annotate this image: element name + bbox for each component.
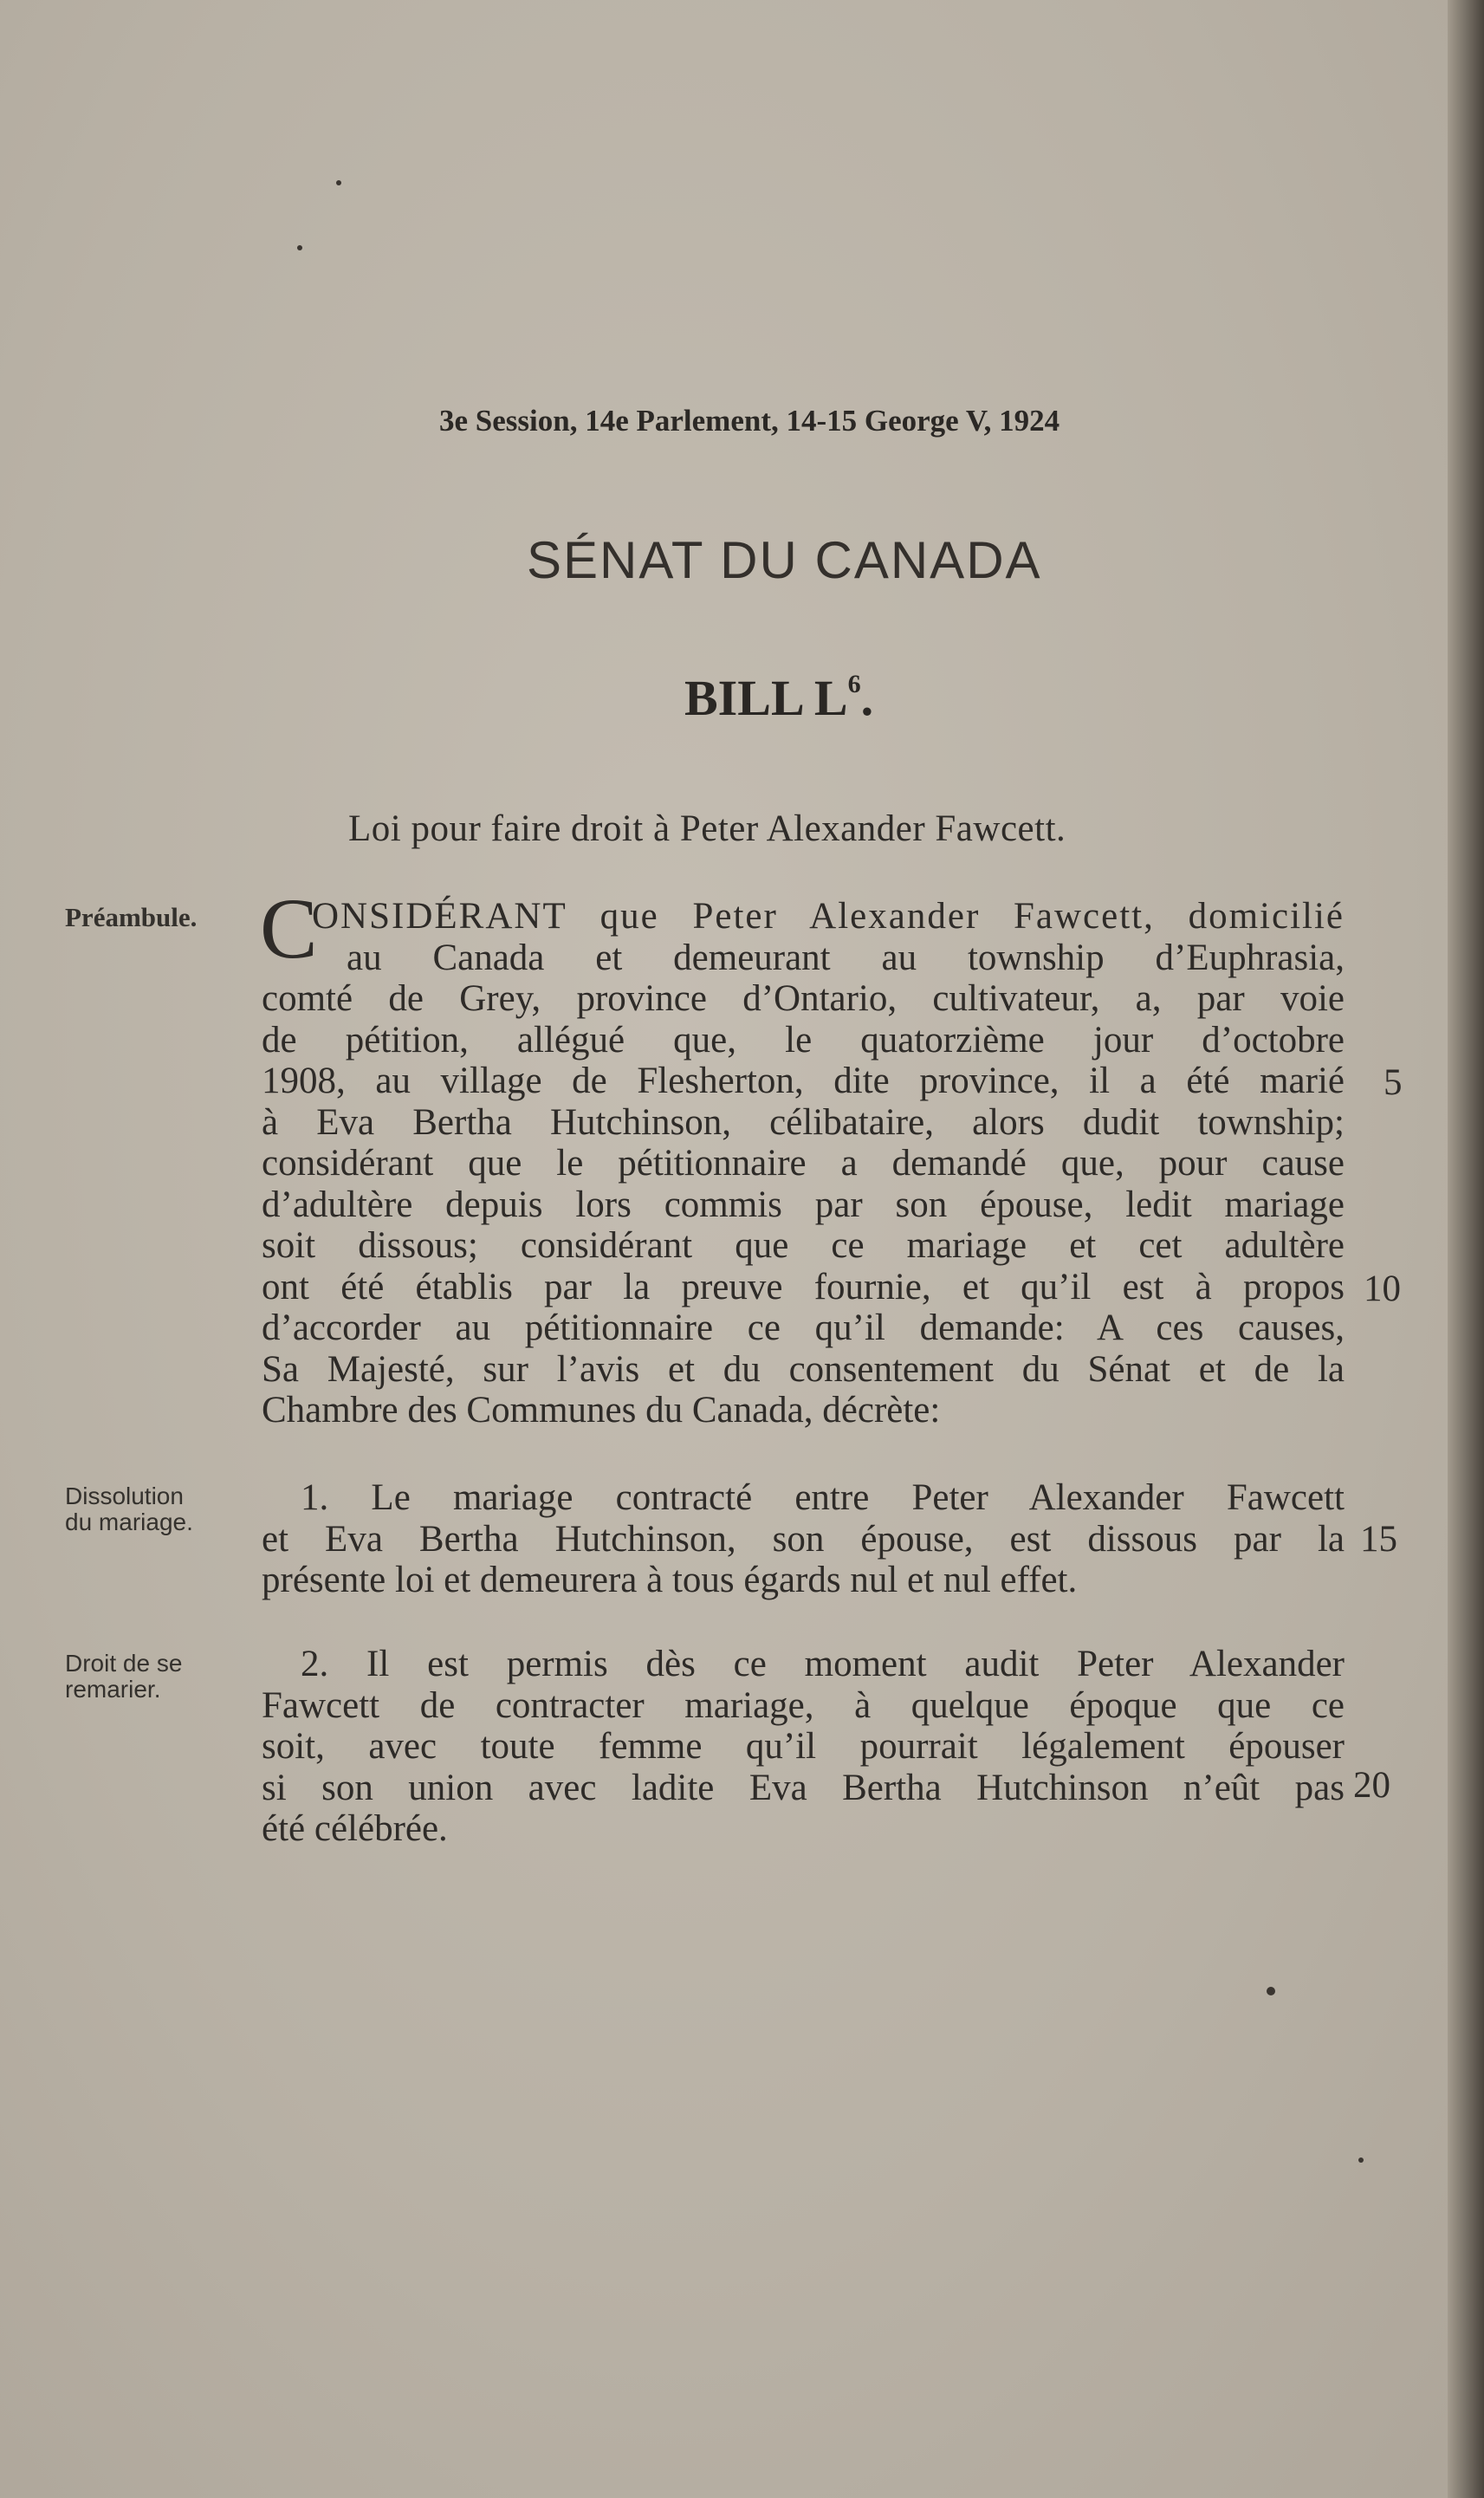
text-line: d’accorder au pétitionnaire ce qu’il demande: A ces causes,	[262, 1307, 1345, 1348]
paper-speck	[1358, 2157, 1364, 2163]
line-number: 15	[1360, 1519, 1397, 1560]
margin-note-line: Dissolution	[65, 1483, 184, 1509]
bill-label: BILL L	[684, 670, 848, 726]
margin-note-dissolution	[65, 1483, 193, 1535]
text-line: présente loi et demeurera à tous égards nul et nul effet.	[262, 1560, 1078, 1600]
margin-note-remarry	[65, 1651, 182, 1703]
text-line: 1908, au village de Flesherton, dite province, il a été marié	[262, 1061, 1345, 1101]
text-line: ONSIDÉRANT que Peter Alexander Fawcett, domicilié	[312, 896, 1345, 937]
bill-superscript: 6	[847, 670, 861, 698]
chamber-title: SÉNAT DU CANADA	[527, 531, 1042, 589]
line-number: 10	[1364, 1268, 1401, 1309]
text-line: 2. Il est permis dès ce moment audit Peter Alexander	[301, 1644, 1345, 1684]
text-line: de pétition, allégué que, le quatorzième jour d’octobre	[262, 1019, 1345, 1061]
margin-note-line: remarier.	[65, 1676, 161, 1703]
text-line: si son union avec ladite Eva Bertha Hutchinson n’eût pas	[262, 1767, 1345, 1808]
text-line: Chambre des Communes du Canada, décrète:	[262, 1390, 941, 1431]
paper-speck	[1267, 1987, 1275, 1995]
paper-speck	[336, 180, 341, 185]
text-line: au Canada et demeurant au township d’Euphrasia,	[347, 937, 1345, 978]
line-number: 20	[1353, 1765, 1390, 1806]
text-line: d’adultère depuis lors commis par son épouse, ledit mariage	[262, 1184, 1345, 1225]
section-2-paragraph	[262, 1644, 1345, 1850]
drop-cap: C	[260, 880, 318, 976]
text-line: comté de Grey, province d’Ontario, cultivateur, a, par voie	[262, 978, 1345, 1019]
margin-note-line: Droit de se	[65, 1650, 183, 1677]
margin-note-line: du mariage.	[65, 1509, 193, 1535]
section-1-paragraph	[262, 1477, 1345, 1601]
session-header: 3e Session, 14e Parlement, 14-15 George V, 1924	[439, 404, 1060, 438]
text-line: Sa Majesté, sur l’avis et du consentement du Sénat et de la	[262, 1348, 1345, 1390]
text-line: 1. Le mariage contracté entre Peter Alexander Fawcett	[301, 1477, 1345, 1518]
text-line: ont été établis par la preuve fournie, et qu’il est à propos	[262, 1266, 1345, 1307]
text-line: soit, avec toute femme qu’il pourrait légalement épouser	[262, 1726, 1345, 1767]
line-number: 5	[1384, 1062, 1403, 1103]
text-line: à Eva Bertha Hutchinson, célibataire, alors dudit township;	[262, 1101, 1345, 1143]
bill-title: Loi pour faire droit à Peter Alexander Fawcett.	[348, 808, 1066, 849]
text-line: soit dissous; considérant que ce mariage et cet adultère	[262, 1225, 1345, 1266]
bill-number	[684, 669, 873, 727]
preamble-paragraph	[262, 896, 1345, 1431]
paper-speck	[297, 245, 302, 250]
text-line: été célébrée.	[262, 1808, 448, 1849]
page-edge	[1448, 0, 1484, 2498]
text-line: considérant que le pétitionnaire a demandé que, pour cause	[262, 1143, 1345, 1184]
text-line: Fawcett de contracter mariage, à quelque époque que ce	[262, 1684, 1345, 1726]
text-line: et Eva Bertha Hutchinson, son épouse, est dissous par la	[262, 1518, 1345, 1560]
margin-note-preamble: Préambule.	[65, 902, 198, 932]
bill-period: .	[860, 670, 874, 726]
